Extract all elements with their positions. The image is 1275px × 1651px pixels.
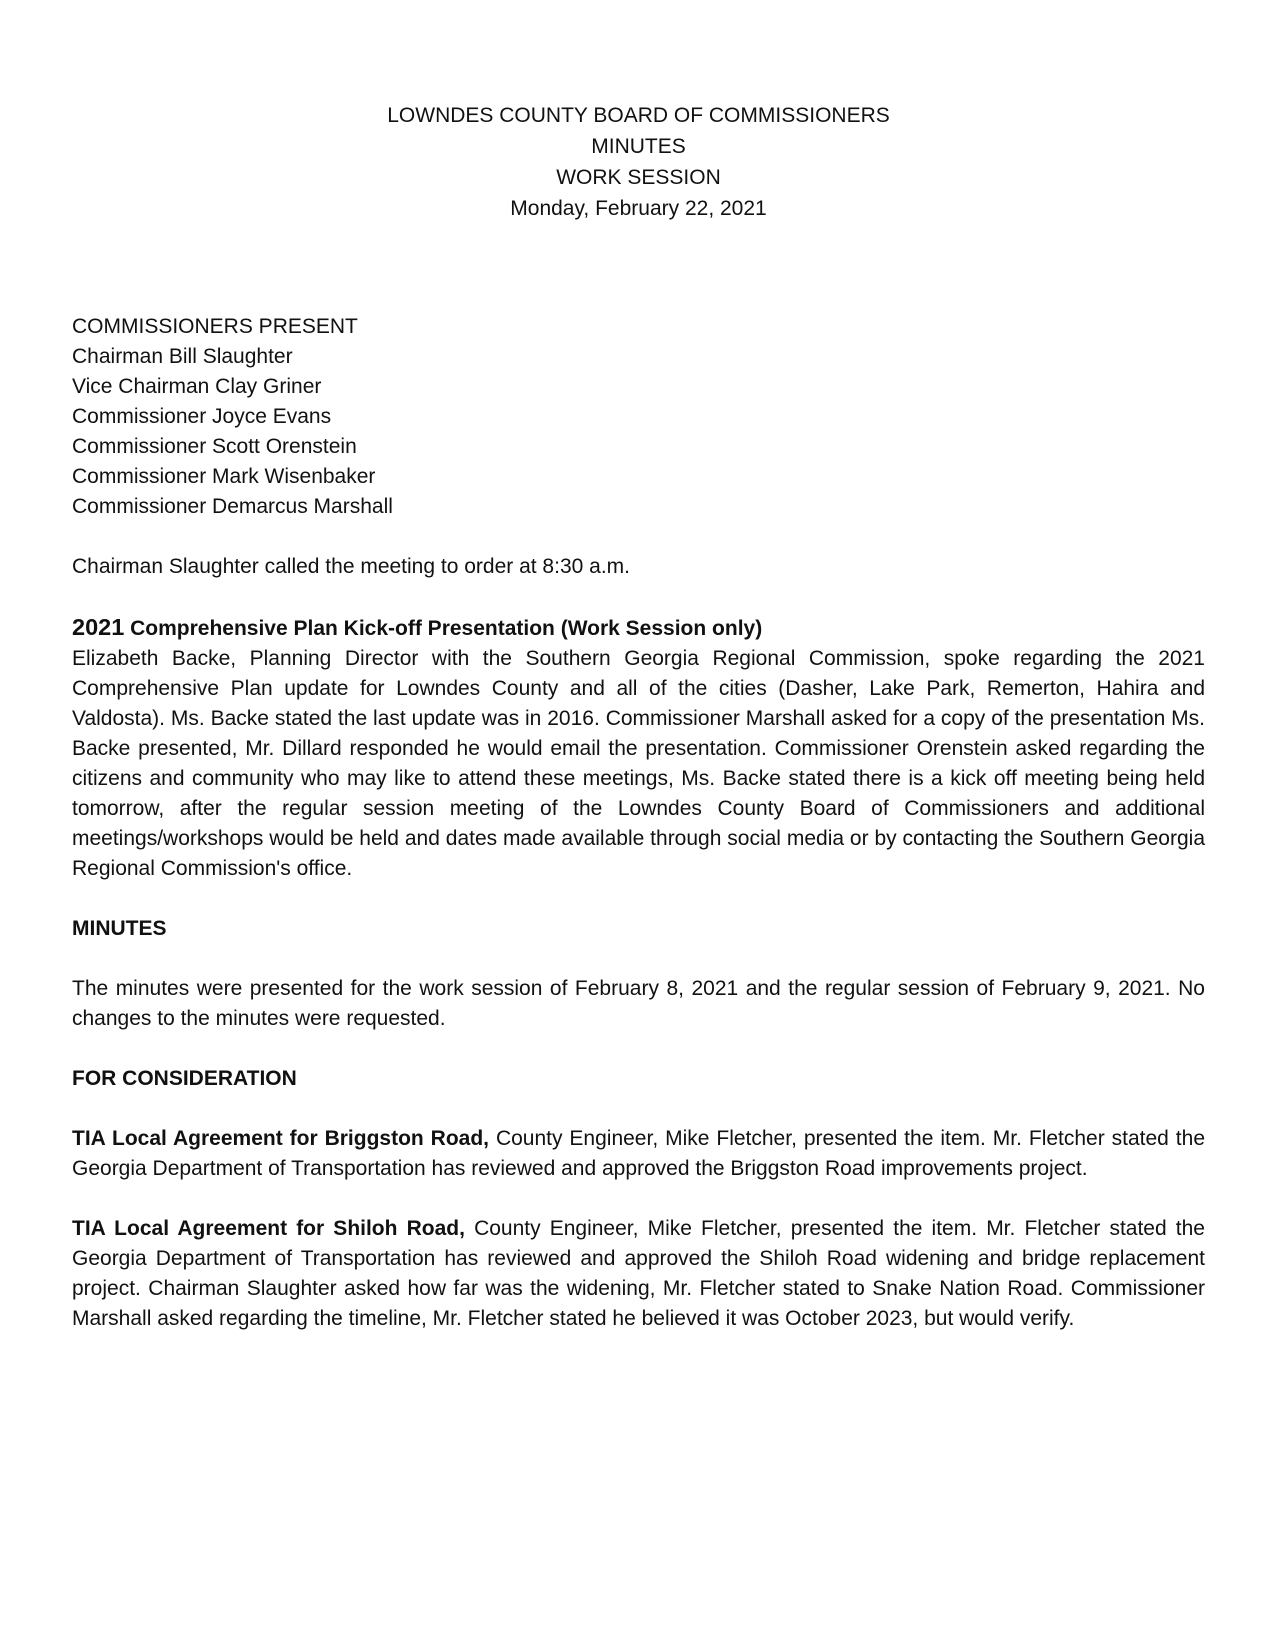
comprehensive-plan-heading-text: Comprehensive Plan Kick-off Presentation (Work Session only) bbox=[124, 617, 763, 640]
commissioner-name: Vice Chairman Clay Griner bbox=[72, 375, 322, 398]
consideration-item-shiloh-road bbox=[72, 1214, 1205, 1334]
consideration-item-briggston-road bbox=[72, 1124, 1205, 1184]
comprehensive-plan-heading bbox=[72, 612, 1205, 644]
doc-subtitle-work-session: WORK SESSION bbox=[556, 166, 721, 189]
minutes-body: The minutes were presented for the work session of February 8, 2021 and the regular session of February 9, 2021. No changes to the minutes were requested. bbox=[72, 977, 1205, 1030]
minutes-heading: MINUTES bbox=[72, 917, 167, 940]
comprehensive-plan-heading-year: 2021 bbox=[72, 614, 125, 640]
commissioner-name: Commissioner Mark Wisenbaker bbox=[72, 465, 376, 488]
call-to-order-line: Chairman Slaughter called the meeting to order at 8:30 a.m. bbox=[72, 555, 630, 578]
doc-subtitle-minutes: MINUTES bbox=[591, 135, 686, 158]
commissioner-name: Commissioner Demarcus Marshall bbox=[72, 495, 393, 518]
doc-date: Monday, February 22, 2021 bbox=[510, 197, 767, 220]
commissioners-present-heading: COMMISSIONERS PRESENT bbox=[72, 315, 358, 338]
shiloh-item-title: TIA Local Agreement for Shiloh Road, bbox=[72, 1217, 465, 1240]
shiloh-item-body: County Engineer, Mike Fletcher, presented the item. Mr. Fletcher stated the Georgia Department of Transportation has reviewed and approved the Shiloh Road widening and bridge replacement project. Chairman Slaughter asked how far was the widening, Mr. Fletcher stated to Snake Nation Road. Commissioner Marshall asked regarding the timeline, Mr. Fletcher stated he believed it was October 2023, but would verify. bbox=[72, 1217, 1205, 1330]
commissioner-name: Commissioner Scott Orenstein bbox=[72, 435, 357, 458]
commissioner-name: Chairman Bill Slaughter bbox=[72, 345, 293, 368]
briggston-item-title: TIA Local Agreement for Briggston Road, bbox=[72, 1127, 489, 1150]
comprehensive-plan-body: Elizabeth Backe, Planning Director with the Southern Georgia Regional Commission, spoke regarding the 2021 Comprehensive Plan update for Lowndes County and all of the cities (Dasher, Lake Park, Remerton, Hahira and Valdosta). Ms. Backe stated the last update was in 2016. Commissioner Marshall asked for a copy of the presentation Ms. Backe presented, Mr. Dillard responded he would email the presentation. Commissioner Orenstein asked regarding the citizens and community who may like to attend these meetings, Ms. Backe stated there is a kick off meeting being held tomorrow, after the regular session meeting of the Lowndes County Board of Commissioners and additional meetings/workshops would be held and dates made available through social media or by contacting the Southern Georgia Regional Commission's office. bbox=[72, 647, 1205, 880]
doc-title: LOWNDES COUNTY BOARD OF COMMISSIONERS bbox=[387, 104, 890, 127]
commissioners-present-section bbox=[72, 312, 1205, 522]
briggston-item-body: County Engineer, Mike Fletcher, presented the item. Mr. Fletcher stated the Georgia Department of Transportation has reviewed and approved the Briggston Road improvements project. bbox=[72, 1127, 1205, 1180]
for-consideration-heading: FOR CONSIDERATION bbox=[72, 1067, 297, 1090]
document-header bbox=[72, 100, 1205, 224]
commissioner-name: Commissioner Joyce Evans bbox=[72, 405, 332, 428]
